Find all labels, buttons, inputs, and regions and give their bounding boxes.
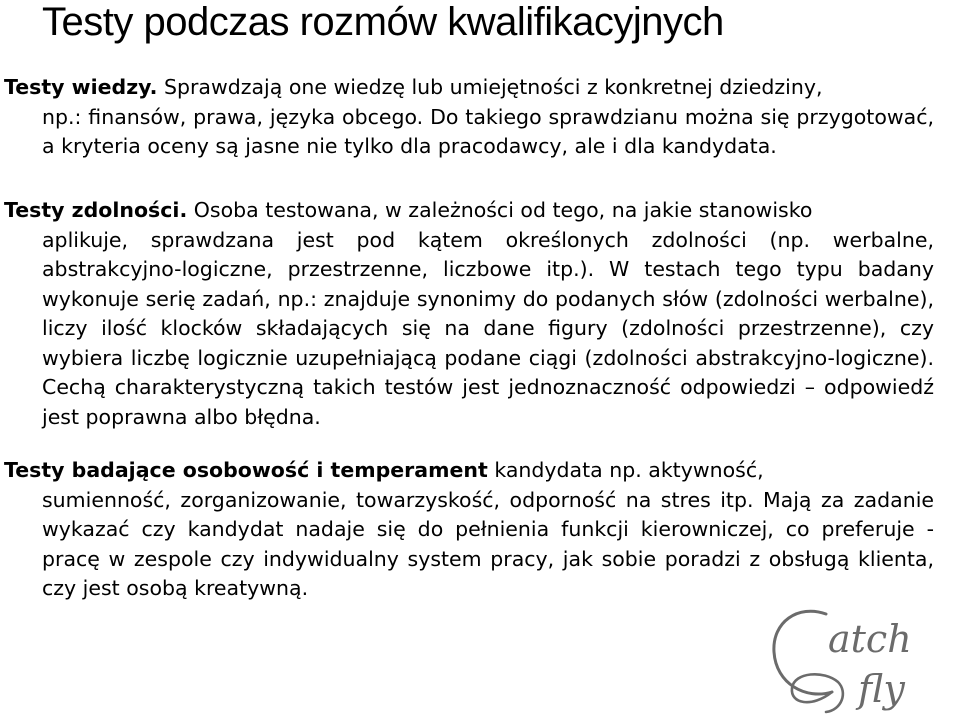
section-line1: kandydata np. aktywność, bbox=[487, 458, 764, 482]
svg-text:fly: fly bbox=[858, 667, 905, 711]
catch-and-fly-logo bbox=[768, 600, 954, 718]
svg-text:atch: atch bbox=[828, 617, 912, 661]
section-body: np.: finansów, prawa, języka obcego. Do takiego sprawdzianu można się przygotować, a kryteria oceny są jasne nie tylko dla pracodawcy, ale i dla kandydata. bbox=[42, 104, 934, 158]
section-lead: Testy wiedzy. bbox=[4, 75, 158, 99]
section-first-line bbox=[4, 456, 934, 486]
section-lead: Testy zdolności. bbox=[4, 198, 188, 222]
section-body: aplikuje, sprawdzana jest pod kątem określonych zdolności (np. werbalne, abstrakcyjno-logiczne, przestrzenne, liczbowe itp.). W testach tego typu badany wykonuje serię zadań, np.: znajduje synonimy do podanych słów (zdolności werbalne), liczy ilość klocków składających się na dane figury (zdolności przestrzenne), czy wybiera liczbę logicznie uzupełniającą podane ciągi (zdolności abstrakcyjno-logiczne). Cechą charakterystyczną takich testów jest jednoznaczność odpowiedzi – odpowiedź jest poprawna albo błędna. bbox=[42, 227, 934, 429]
slide-title: Testy podczas rozmów kwalifikacyjnych bbox=[42, 0, 724, 44]
section-personality-tests bbox=[4, 456, 934, 604]
section-line1: Sprawdzają one wiedzę lub umiejętności z konkretnej dziedziny, bbox=[157, 75, 823, 99]
section-lead: Testy badające osobowość i temperament bbox=[4, 458, 488, 482]
section-first-line bbox=[4, 196, 934, 226]
section-body: sumienność, zorganizowanie, towarzyskość, odporność na stres itp. Mają za zadanie wykazać czy kandydat nadaje się do pełnienia funkcji kierowniczej, co preferuje - pracę w zespole czy indywidualny system pracy, jak sobie poradzi z obsługą klienta, czy jest osobą kreatywną. bbox=[42, 487, 934, 600]
section-line1: Osoba testowana, w zależności od tego, na jakie stanowisko bbox=[187, 198, 813, 222]
section-knowledge-tests bbox=[4, 73, 934, 162]
section-first-line bbox=[4, 73, 934, 103]
section-aptitude-tests bbox=[4, 196, 934, 432]
